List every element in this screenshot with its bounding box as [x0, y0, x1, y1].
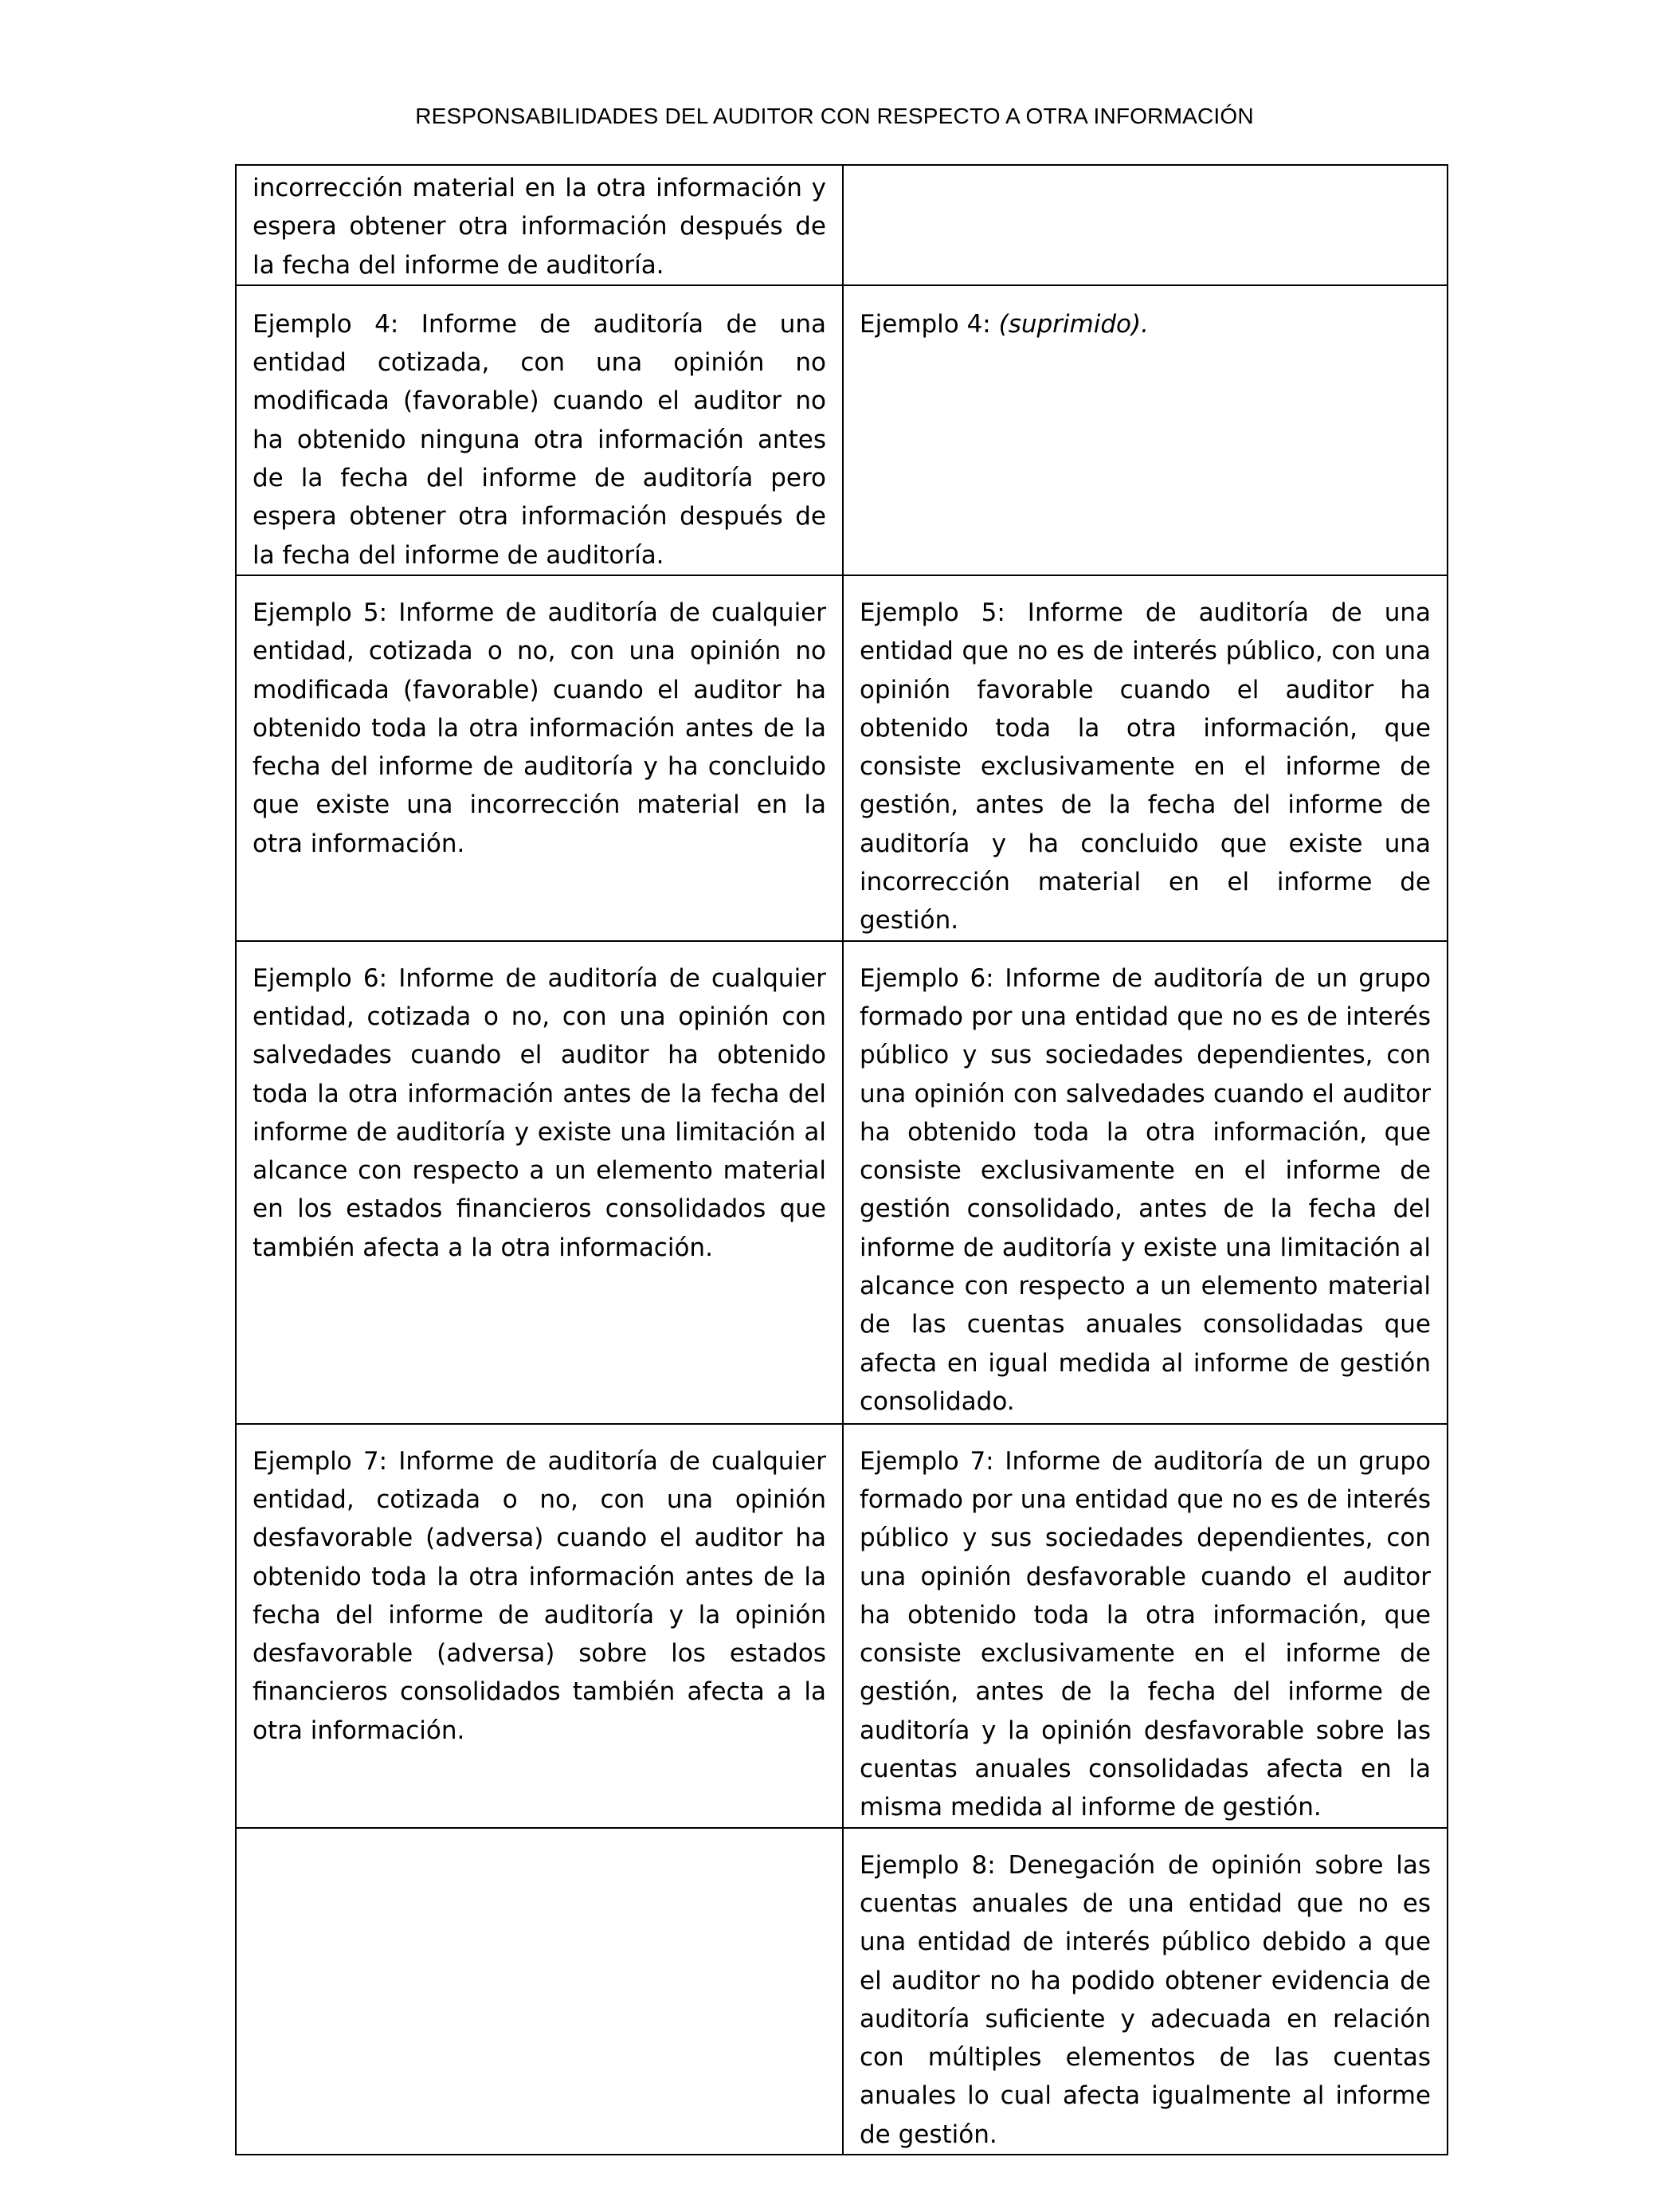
cell-text: Ejemplo 8: Denegación de opinión sobre las cuentas anuales de una entidad que no es una entidad de interés público debido a que el auditor no ha podido obtener evidencia de auditoría suficiente y adecuada en relación con múltiples elementos de las cuentas anuales lo cual afecta igualmente al informe de gestión.	[860, 1850, 1431, 2149]
table-cell-left	[236, 1828, 843, 2155]
table-row	[236, 285, 1448, 575]
cell-text: Ejemplo 4: Informe de auditoría de una entidad cotizada, con una opinión no modificada (favorable) cuando el auditor no ha obtenido ninguna otra información antes de la fecha del informe de auditoría pero espera obtener otra información después de la fecha del informe de auditoría.	[253, 309, 826, 570]
table-cell-left	[236, 575, 843, 941]
table-cell-left	[236, 941, 843, 1424]
table-cell-left	[236, 165, 843, 285]
suppressed-note: (suprimido).	[998, 309, 1149, 339]
table-row	[236, 165, 1448, 285]
table-cell-right	[843, 285, 1448, 575]
table-row	[236, 575, 1448, 941]
cell-text: Ejemplo 6: Informe de auditoría de cualquier entidad, cotizada o no, con una opinión con salvedades cuando el auditor ha obtenido toda la otra información antes de la fecha del informe de auditoría y existe una limitación al alcance con respecto a un elemento material en los estados financieros consolidados que también afecta a la otra información.	[253, 963, 826, 1262]
table-cell-right	[843, 1828, 1448, 2155]
comparison-table	[235, 164, 1448, 2155]
table-cell-right	[843, 575, 1448, 941]
table-row	[236, 1828, 1448, 2155]
cell-text: Ejemplo 5: Informe de auditoría de una entidad que no es de interés público, con una opinión favorable cuando el auditor ha obtenido toda la otra información, que consiste exclusivamente en el informe de gestión, antes de la fecha del informe de auditoría y ha concluido que existe una incorrección material en el informe de gestión.	[860, 598, 1431, 935]
cell-text: incorrección material en la otra información y espera obtener otra información después de la fecha del informe de auditoría.	[253, 174, 826, 280]
table-cell-right	[843, 165, 1448, 285]
page-header-title: RESPONSABILIDADES DEL AUDITOR CON RESPECTO A OTRA INFORMACIÓN	[415, 104, 1254, 128]
cell-text: Ejemplo 7: Informe de auditoría de un grupo formado por una entidad que no es de interés público y sus sociedades dependientes, con una opinión desfavorable cuando el auditor ha obtenido toda la otra información, que consiste exclusivamente en el informe de gestión, antes de la fecha del informe de auditoría y la opinión desfavorable sobre las cuentas anuales consolidadas afecta en la misma medida al informe de gestión.	[860, 1446, 1431, 1822]
cell-text	[860, 305, 1431, 343]
cell-text: Ejemplo 7: Informe de auditoría de cualquier entidad, cotizada o no, con una opinión desfavorable (adversa) cuando el auditor ha obtenido toda la otra información antes de la fecha del informe de auditoría y la opinión desfavorable (adversa) sobre los estados financieros consolidados también afecta a la otra información.	[253, 1446, 826, 1745]
cell-text: Ejemplo 6: Informe de auditoría de un grupo formado por una entidad que no es de interés público y sus sociedades dependientes, con una opinión con salvedades cuando el auditor ha obtenido toda la otra información, que consiste exclusivamente en el informe de gestión consolidado, antes de la fecha del informe de auditoría y existe una limitación al alcance con respecto a un elemento material de las cuentas anuales consolidadas que afecta en igual medida al informe de gestión consolidado.	[860, 963, 1431, 1416]
table-cell-left	[236, 285, 843, 575]
table-row	[236, 941, 1448, 1424]
table-cell-right	[843, 1424, 1448, 1828]
table-cell-left	[236, 1424, 843, 1828]
table-cell-right	[843, 941, 1448, 1424]
example-label: Ejemplo 4:	[860, 309, 999, 339]
table-row	[236, 1424, 1448, 1828]
cell-text: Ejemplo 5: Informe de auditoría de cualquier entidad, cotizada o no, con una opinión no modificada (favorable) cuando el auditor ha obtenido toda la otra información antes de la fecha del informe de auditoría y ha concluido que existe una incorrección material en la otra información.	[253, 598, 826, 858]
